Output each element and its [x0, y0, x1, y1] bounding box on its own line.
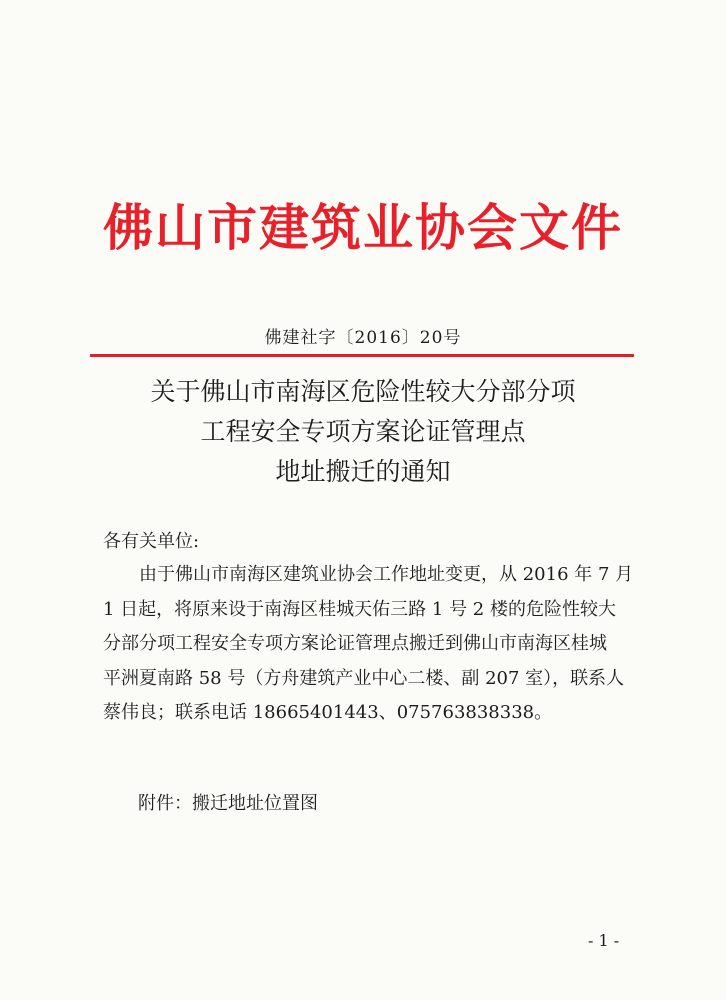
attachment-note: 附件：搬迁地址位置图: [138, 793, 318, 814]
body-line-4: 平洲夏南路 58 号（方舟建筑产业中心二楼、副 207 室），联系人: [103, 667, 625, 689]
notice-title-line-2: 工程安全专项方案论证管理点: [200, 417, 526, 446]
notice-title: [0, 372, 726, 492]
body-line-2: 1 日起，将原来设于南海区桂城天佑三路 1 号 2 楼的危险性较大: [103, 598, 616, 620]
page-number: - 1 -: [588, 931, 620, 950]
notice-title-line-1: 关于佛山市南海区危险性较大分部分项: [150, 377, 576, 406]
body-line-1: 由于佛山市南海区建筑业协会工作地址变更，从 2016 年 7 月: [139, 564, 634, 585]
document-number: 佛建社字〔2016〕20号: [264, 328, 462, 348]
body-line-5: 蔡伟良；联系电话 18665401443、075763838338。: [103, 702, 553, 723]
issuer-header-title: 佛山市建筑业协会文件: [103, 199, 623, 257]
red-divider-line: [90, 354, 634, 357]
notice-title-line-3: 地址搬迁的通知: [275, 457, 451, 486]
body-line-3: 分部分项工程安全专项方案论证管理点搬迁到佛山市南海区桂城: [103, 633, 607, 654]
body-paragraph: [103, 558, 634, 731]
salutation: 各有关单位:: [103, 531, 200, 552]
